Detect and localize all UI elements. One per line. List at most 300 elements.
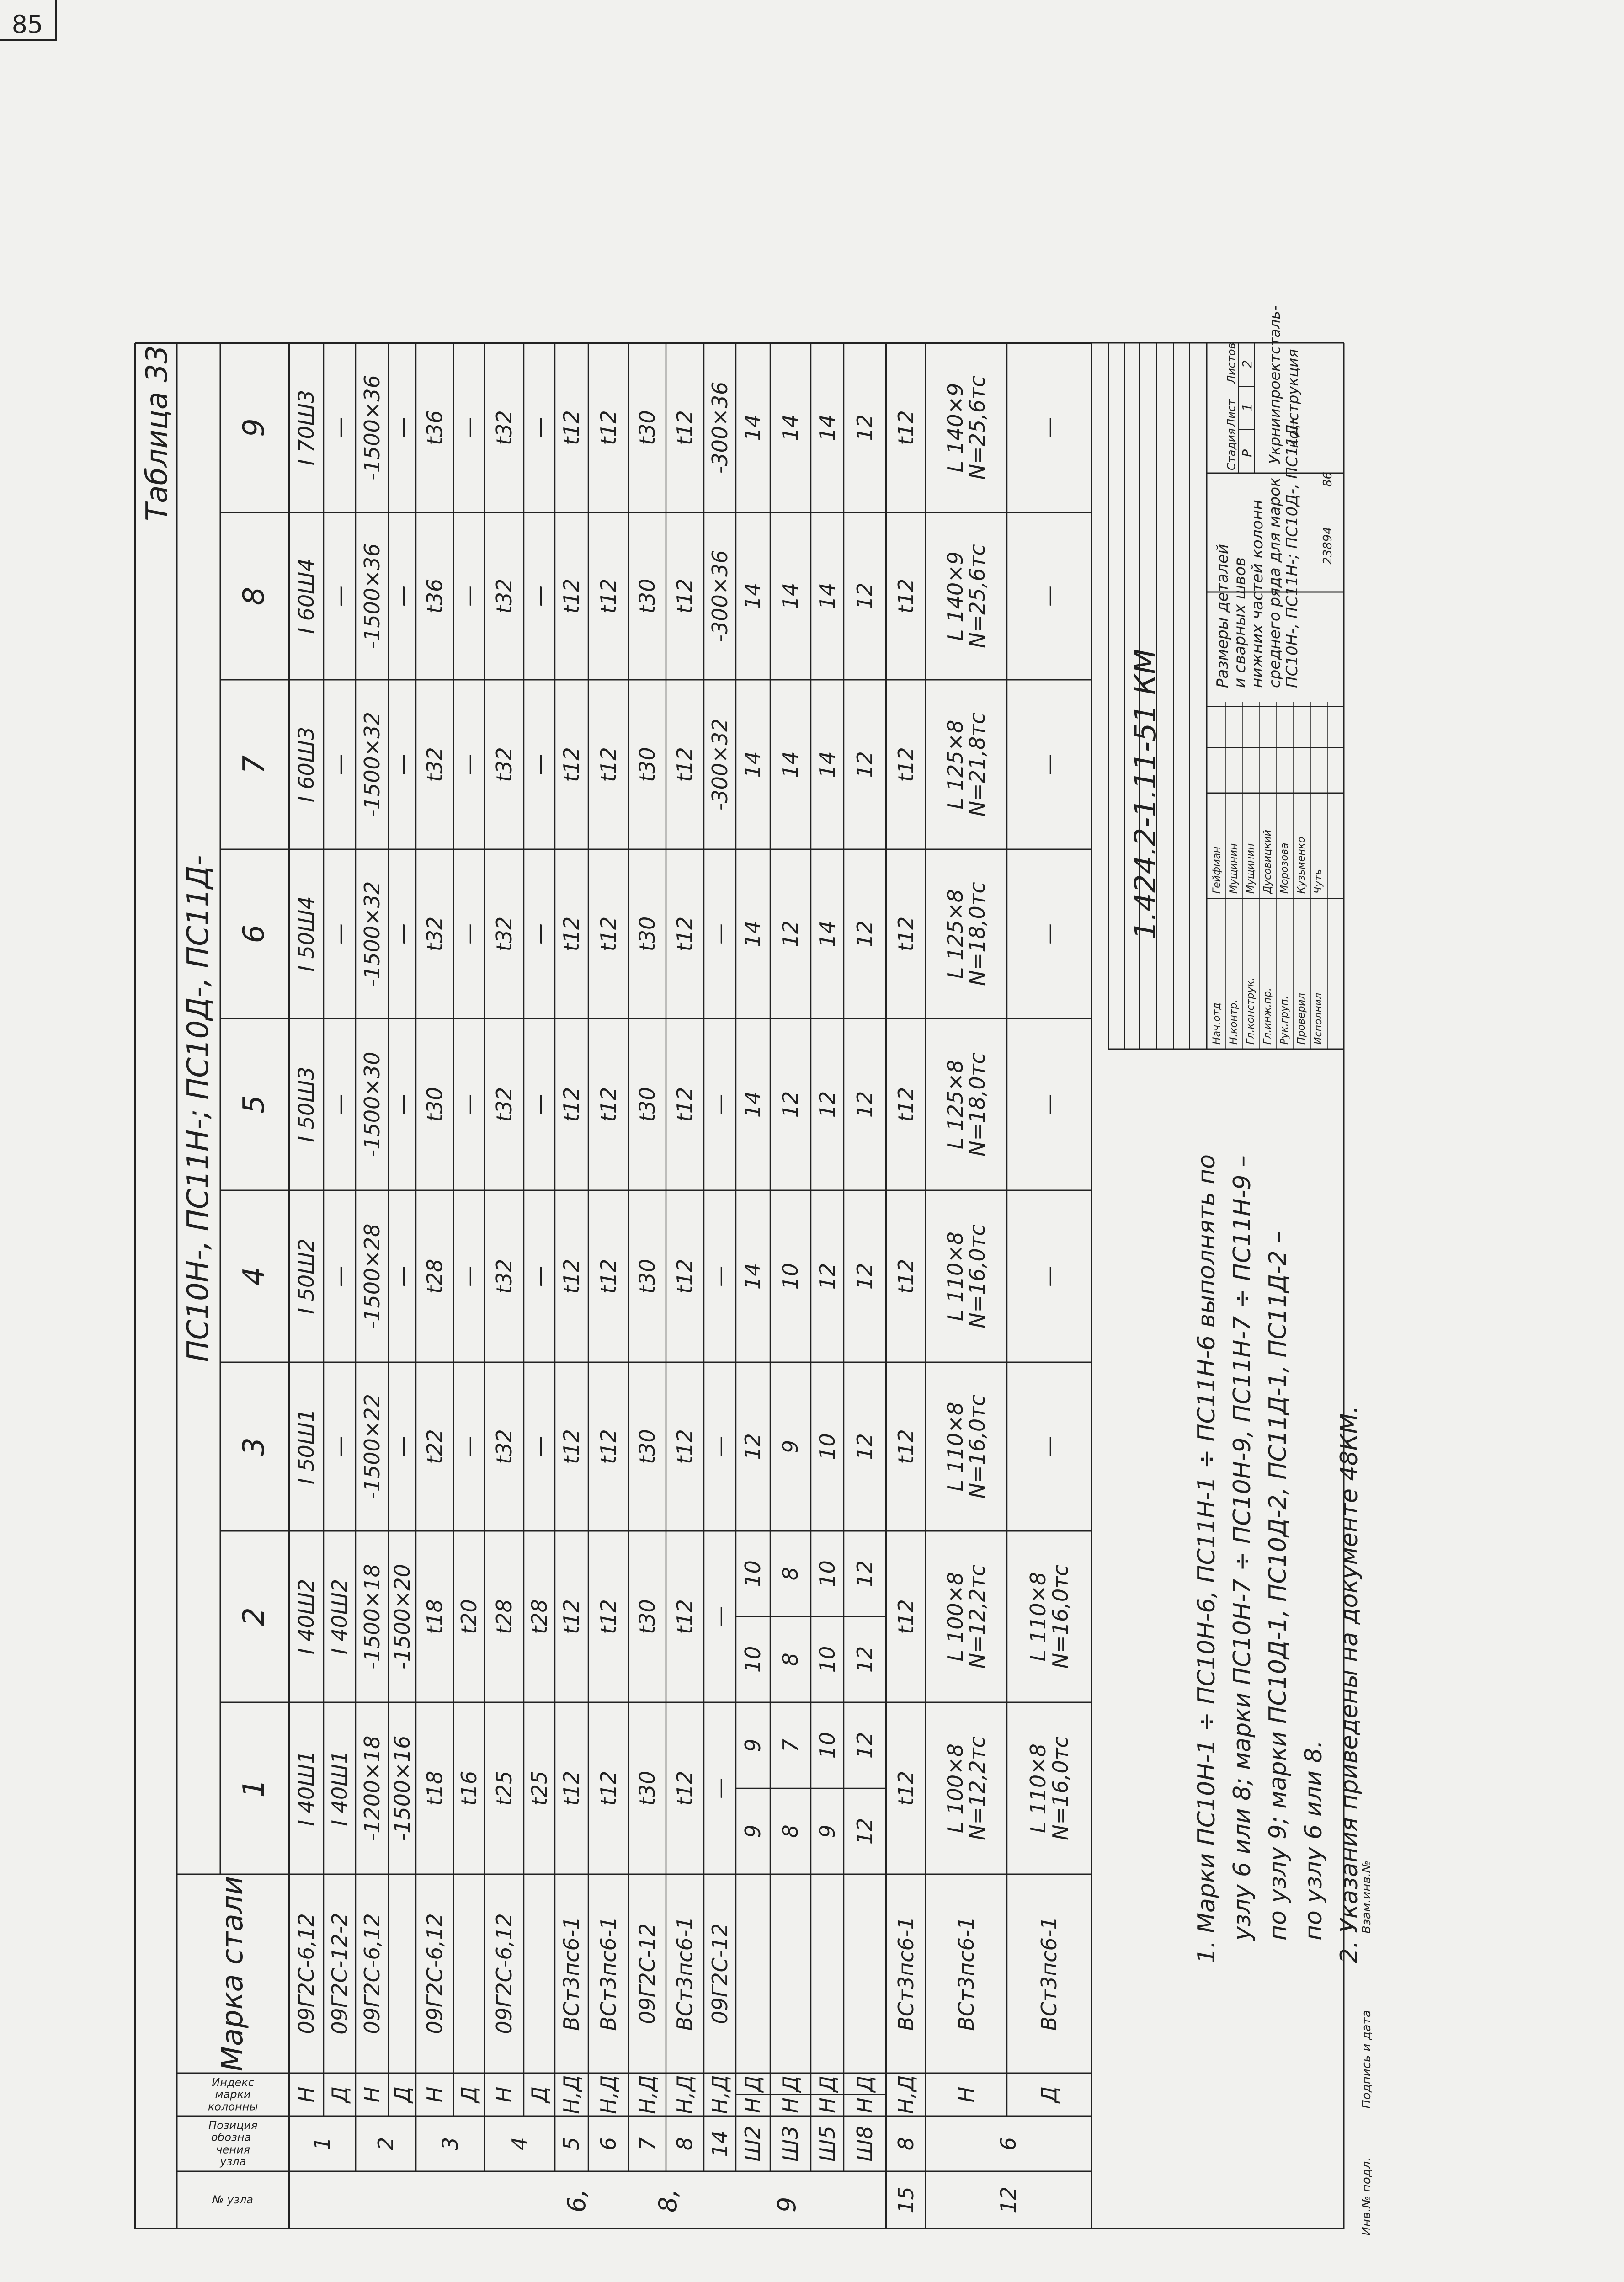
staff-role: Гл.инж.пр.: [1262, 987, 1273, 1045]
angle-profile: t12: [893, 1087, 918, 1122]
value-cell: t32: [491, 1258, 516, 1294]
value-cell: —: [456, 1436, 481, 1457]
stamp-description: и сварных швов: [1231, 557, 1249, 688]
value-cell: [1007, 1362, 1092, 1531]
value-cell: t12: [596, 1087, 621, 1122]
weld-index-cell: Д: [852, 2075, 878, 2092]
header-index-text: Индекс марки колонны: [208, 2076, 258, 2113]
steel-cell: ВСт3пс6-1: [672, 1916, 698, 2031]
axial-force: N=16,0тс: [965, 1224, 990, 1328]
staff-name: Гейфман: [1211, 846, 1223, 894]
steel-cell: 09Г2С-6,12: [491, 1913, 516, 2034]
value-cell: t12: [596, 1429, 621, 1464]
value-cell: I 60Ш4: [293, 558, 319, 634]
value-cell: [926, 512, 1007, 680]
value-cell: —: [527, 1436, 552, 1457]
steel-cell: 09Г2С-12: [634, 1923, 660, 2024]
angle-profile: L 100×8: [942, 1743, 968, 1833]
weld-value-cell: 12: [852, 582, 878, 610]
weld-value-cell: 12: [852, 1646, 878, 1673]
value-cell: —: [456, 1266, 481, 1287]
angle-profile: t12: [893, 916, 918, 952]
header-index: [177, 2073, 289, 2116]
angle-profile: L 100×8: [942, 1572, 968, 1662]
value-cell: t30: [634, 1429, 660, 1464]
value-cell: t12: [596, 578, 621, 614]
weld-value-cell: 14: [815, 920, 840, 948]
value-cell: t30: [634, 1599, 660, 1634]
weld-value-cell: 12: [852, 751, 878, 778]
value-cell: t25: [527, 1770, 552, 1806]
value-cell: —: [527, 417, 552, 438]
document-year: 86: [1321, 471, 1335, 487]
value-cell: I 70Ш3: [293, 389, 319, 466]
header-col-2: 2: [237, 1607, 272, 1626]
steel-cell: 09Г2С-6,12: [293, 1913, 319, 2034]
value-cell: —: [389, 923, 415, 944]
index-cell: Н,Д: [634, 2075, 660, 2114]
value-cell: -300×32: [707, 718, 732, 811]
angle-profile: t12: [893, 578, 918, 614]
header-node-text: № узла: [212, 2193, 254, 2207]
weld-position-cell: Ш2: [740, 2126, 766, 2162]
value-cell: t12: [559, 916, 584, 952]
angle-profile: L 125×8: [942, 720, 968, 810]
value-cell: t18: [422, 1599, 447, 1634]
weld-index-cell: Н: [852, 2097, 878, 2113]
weld-value-cell: 14: [778, 751, 803, 778]
value-cell: t30: [634, 1087, 660, 1122]
steel-cell: ВСт3пс6-1: [953, 1916, 979, 2031]
angle-profile: L 140×9: [942, 383, 968, 473]
staff-role: Рук.груп.: [1279, 996, 1290, 1045]
value-cell: t28: [491, 1599, 516, 1634]
angle-profile: t12: [893, 1770, 918, 1806]
value-cell: —: [389, 1266, 415, 1287]
node-group-label: 6,: [562, 2189, 591, 2213]
value-cell: t25: [491, 1770, 516, 1806]
sheets-value: 2: [1240, 360, 1255, 368]
angle-profile: —: [1037, 923, 1062, 944]
value-cell: -1200×18: [359, 1735, 384, 1841]
value-cell: -1500×36: [359, 375, 384, 480]
index-cell: Д: [327, 2086, 352, 2103]
position-cell: 6: [596, 2137, 621, 2151]
staff-role: Нач.отд: [1211, 1002, 1223, 1045]
value-cell: [886, 680, 926, 849]
value-cell: -1500×16: [389, 1735, 415, 1841]
value-cell: t12: [672, 916, 698, 952]
value-cell: t12: [596, 1770, 621, 1806]
angle-profile: t12: [893, 747, 918, 782]
staff-role: Н.контр.: [1228, 999, 1240, 1045]
node-group-label: 8,: [654, 2189, 682, 2213]
weld-value-cell: 12: [852, 1091, 878, 1118]
value-cell: —: [527, 1094, 552, 1115]
value-cell: [886, 1018, 926, 1190]
value-cell: t12: [672, 1429, 698, 1464]
value-cell: t32: [491, 1087, 516, 1122]
value-cell: t12: [559, 1429, 584, 1464]
value-cell: t30: [634, 1770, 660, 1806]
value-cell: —: [389, 754, 415, 775]
angle-profile: t12: [893, 1258, 918, 1294]
value-cell: I 40Ш2: [327, 1578, 352, 1655]
sheet: [114, 27, 1534, 2256]
value-cell: —: [389, 586, 415, 607]
value-cell: -1500×32: [359, 881, 384, 987]
value-cell: [886, 512, 926, 680]
value-cell: —: [527, 754, 552, 775]
value-cell: —: [389, 1436, 415, 1457]
value-cell: t32: [491, 410, 516, 445]
value-cell: —: [327, 1266, 352, 1287]
value-cell: [926, 1018, 1007, 1190]
value-cell: —: [327, 1436, 352, 1457]
header-position: [177, 2116, 289, 2171]
margin-label: Инв.№ подл.: [1360, 2157, 1374, 2236]
value-cell: —: [707, 1266, 732, 1287]
value-cell: t12: [672, 1258, 698, 1294]
axial-force: N=16,0тс: [965, 1394, 990, 1499]
header-col-9: 9: [237, 418, 272, 437]
value-cell: t12: [672, 1599, 698, 1634]
index-cell: Н: [359, 2086, 384, 2103]
staff-name: Кузьменко: [1296, 837, 1307, 894]
value-cell: [886, 343, 926, 512]
value-cell: t30: [634, 1258, 660, 1294]
value-cell: [1007, 1018, 1092, 1190]
weld-value-cell: 8: [778, 1824, 803, 1838]
stage-value: Р: [1240, 449, 1255, 457]
staff-role: Проверил: [1296, 993, 1307, 1045]
note-line: по узлу 6 или 8.: [1300, 1740, 1327, 1941]
value-cell: t30: [634, 410, 660, 445]
value-cell: t12: [672, 747, 698, 782]
position-cell: 3: [437, 2137, 463, 2151]
angle-profile: —: [1037, 586, 1062, 607]
angle-profile: —: [1037, 1436, 1062, 1457]
weld-value-cell: 14: [815, 414, 840, 441]
weld-value-cell: 8: [778, 1567, 803, 1581]
document-number: 23894: [1321, 527, 1335, 565]
weld-value-cell: 12: [852, 414, 878, 441]
value-cell: [886, 1702, 926, 1874]
value-cell: [1007, 1531, 1092, 1702]
weld-value-cell: 10: [815, 1433, 840, 1460]
stamp-description: среднего ряда для марок: [1266, 477, 1284, 688]
value-cell: I 40Ш1: [327, 1750, 352, 1826]
value-cell: t22: [422, 1429, 447, 1464]
value-cell: [1007, 849, 1092, 1018]
columns-group-title: ПС10Н-, ПС11Н-; ПС10Д-, ПС11Д-: [181, 855, 215, 1362]
value-cell: t36: [422, 410, 447, 445]
value-cell: I 50Ш1: [293, 1408, 319, 1485]
value-cell: t12: [559, 1599, 584, 1634]
value-cell: t12: [596, 916, 621, 952]
header-col-1: 1: [237, 1779, 272, 1798]
value-cell: t30: [422, 1087, 447, 1122]
value-cell: [926, 680, 1007, 849]
weld-value-cell: 12: [852, 920, 878, 948]
note-line: узлу 6 или 8; марки ПС10Н-7 ÷ ПС10Н-9, ПС11Н-7 ÷ ПС11Н-9 –: [1229, 1155, 1256, 1941]
value-cell: t32: [422, 916, 447, 952]
weld-index-cell: Н: [815, 2097, 840, 2113]
weld-value-cell: 10: [815, 1732, 840, 1759]
angle-profile: —: [1037, 1266, 1062, 1287]
angle-profile: —: [1037, 417, 1062, 438]
value-cell: t12: [596, 747, 621, 782]
position-cell: 4: [507, 2137, 532, 2151]
value-cell: [886, 1531, 926, 1702]
value-cell: [886, 849, 926, 1018]
angle-profile: t12: [893, 1429, 918, 1464]
stage-label: Стадия: [1225, 428, 1238, 470]
value-cell: -1500×32: [359, 712, 384, 817]
value-cell: -300×36: [707, 550, 732, 642]
header-position-text: Позиция обозна-чения узла: [208, 2119, 258, 2168]
axial-force: N=18,0тс: [965, 1052, 990, 1157]
weld-value-cell: 12: [852, 1263, 878, 1290]
value-cell: t12: [559, 1770, 584, 1806]
value-cell: t36: [422, 578, 447, 614]
weld-index-cell: Д: [740, 2075, 766, 2092]
weld-value-cell: 9: [778, 1440, 803, 1454]
angle-profile: L 110×8: [942, 1232, 968, 1321]
weld-position-cell: Ш5: [815, 2126, 840, 2162]
header-col-5: 5: [237, 1095, 272, 1114]
angle-profile: L 125×8: [942, 1060, 968, 1149]
index-cell: Н,Д: [672, 2075, 698, 2114]
index-cell: Н: [491, 2086, 516, 2103]
sheet-number: 85: [0, 0, 57, 41]
weld-value-cell: 12: [852, 1433, 878, 1460]
position-cell: 1: [309, 2137, 335, 2151]
value-cell: -1500×22: [359, 1394, 384, 1499]
index-cell: Д: [456, 2086, 481, 2103]
index-cell: Н,Д: [596, 2075, 621, 2114]
index-cell: Н: [953, 2086, 979, 2103]
note-line: 2. Указания приведены на документе 48КМ.: [1336, 1405, 1363, 1963]
angle-profile: —: [1037, 754, 1062, 775]
value-cell: —: [456, 1094, 481, 1115]
header-col-6: 6: [237, 924, 272, 944]
value-cell: [926, 1190, 1007, 1362]
value-cell: —: [707, 1094, 732, 1115]
angle-profile: L 140×9: [942, 551, 968, 641]
weld-index-cell: Н: [740, 2097, 766, 2113]
index-cell: Д: [1037, 2086, 1062, 2103]
value-cell: —: [527, 586, 552, 607]
value-cell: I 50Ш4: [293, 896, 319, 972]
weld-value-cell: 10: [740, 1560, 766, 1587]
margin-label: Взам.инв.№: [1360, 1861, 1374, 1934]
position-cell: 7: [634, 2137, 660, 2151]
sheets-label: Листов: [1225, 342, 1238, 384]
value-cell: —: [456, 417, 481, 438]
header-steel: Марка стали: [215, 1876, 250, 2072]
value-cell: [926, 1702, 1007, 1874]
index-cell: Н,Д: [559, 2075, 584, 2114]
value-cell: I 40Ш1: [293, 1750, 319, 1826]
angle-profile: t12: [893, 410, 918, 445]
value-cell: —: [456, 586, 481, 607]
value-cell: —: [389, 417, 415, 438]
weld-position-cell: Ш8: [852, 2126, 878, 2162]
weld-value-cell: 12: [778, 1091, 803, 1118]
weld-value-cell: 9: [815, 1824, 840, 1838]
value-cell: [1007, 512, 1092, 680]
weld-value-cell: 12: [815, 1263, 840, 1290]
value-cell: t12: [596, 410, 621, 445]
value-cell: [1007, 343, 1092, 512]
value-cell: —: [389, 1094, 415, 1115]
axial-force: N=18,0тс: [965, 882, 990, 986]
weld-value-cell: 14: [740, 751, 766, 778]
value-cell: t32: [491, 1429, 516, 1464]
angle-profile: L 125×8: [942, 889, 968, 979]
steel-cell: ВСт3пс6-1: [893, 1916, 918, 2031]
value-cell: t28: [422, 1258, 447, 1294]
value-cell: -300×36: [707, 381, 732, 474]
angle-profile: t12: [893, 1599, 918, 1634]
value-cell: —: [707, 923, 732, 944]
angle-profile: —: [1037, 1094, 1062, 1115]
value-cell: —: [456, 754, 481, 775]
staff-name: Мущинин: [1245, 843, 1257, 894]
value-cell: I 50Ш3: [293, 1066, 319, 1142]
note-line: 1. Марки ПС10Н-1 ÷ ПС10Н-6, ПС11Н-1 ÷ ПС11Н-6 выполнять по: [1193, 1154, 1220, 1963]
angle-profile: L 110×8: [1026, 1743, 1051, 1833]
margin-label: Подпись и дата: [1360, 2010, 1374, 2109]
axial-force: N=21,8тс: [965, 712, 990, 817]
value-cell: t32: [491, 578, 516, 614]
value-cell: [926, 1362, 1007, 1531]
weld-value-cell: 12: [852, 1560, 878, 1587]
value-cell: —: [327, 586, 352, 607]
value-cell: t32: [422, 747, 447, 782]
header-col-7: 7: [237, 755, 272, 774]
value-cell: —: [327, 1094, 352, 1115]
index-cell: Н,Д: [893, 2075, 918, 2114]
value-cell: [926, 1531, 1007, 1702]
value-cell: I 50Ш2: [293, 1238, 319, 1314]
position-cell: 6: [996, 2137, 1021, 2151]
weld-value-cell: 14: [740, 582, 766, 610]
weld-value-cell: 10: [778, 1263, 803, 1290]
value-cell: t12: [559, 1087, 584, 1122]
axial-force: N=12,2тс: [965, 1736, 990, 1840]
index-cell: Д: [389, 2086, 415, 2103]
weld-index-cell: Д: [778, 2075, 803, 2092]
weld-value-cell: 12: [852, 1818, 878, 1845]
document-code: 1.424.2-1.11-51 КМ: [1129, 649, 1163, 939]
steel-cell: 09Г2С-6,12: [422, 1913, 447, 2034]
node-group-label: 9: [772, 2197, 801, 2213]
staff-role: Гл.конструк.: [1245, 977, 1257, 1045]
steel-cell: ВСт3пс6-1: [596, 1916, 621, 2031]
value-cell: -1500×20: [389, 1564, 415, 1669]
axial-force: N=25,6тс: [965, 544, 990, 648]
value-cell: t12: [559, 410, 584, 445]
weld-value-cell: 14: [778, 582, 803, 610]
staff-name: Чуть: [1313, 869, 1324, 894]
value-cell: t12: [559, 1258, 584, 1294]
value-cell: t16: [456, 1770, 481, 1806]
axial-force: N=16,0тс: [1048, 1564, 1073, 1669]
value-cell: t12: [672, 1087, 698, 1122]
staff-name: Дусовицкий: [1262, 830, 1273, 894]
value-cell: t32: [491, 916, 516, 952]
header-col-8: 8: [237, 586, 272, 606]
steel-cell: 09Г2С-6,12: [359, 1913, 384, 2034]
organization: конструкция: [1284, 349, 1302, 448]
index-cell: Д: [527, 2086, 552, 2103]
value-cell: I 60Ш3: [293, 726, 319, 803]
value-cell: [886, 1190, 926, 1362]
steel-cell: ВСт3пс6-1: [559, 1916, 584, 2031]
staff-name: Морозова: [1279, 842, 1290, 894]
value-cell: t28: [527, 1599, 552, 1634]
value-cell: —: [527, 1266, 552, 1287]
value-cell: —: [327, 754, 352, 775]
value-cell: —: [707, 1778, 732, 1799]
steel-cell: 09Г2С-12-2: [327, 1913, 352, 2035]
staff-role: Исполнил: [1313, 992, 1324, 1045]
value-cell: —: [327, 417, 352, 438]
weld-value-cell: 14: [815, 582, 840, 610]
header-col-4: 4: [237, 1267, 272, 1286]
value-cell: t18: [422, 1770, 447, 1806]
position-cell: 5: [559, 2137, 584, 2151]
node-cell: 15: [893, 2186, 918, 2213]
position-cell: 2: [373, 2137, 398, 2151]
weld-value-cell: 8: [778, 1653, 803, 1666]
sheet-label: Лист: [1225, 399, 1238, 427]
weld-value-cell: 10: [740, 1646, 766, 1673]
weld-value-cell: 9: [740, 1738, 766, 1752]
angle-profile: L 110×8: [1026, 1572, 1051, 1662]
weld-value-cell: 12: [740, 1433, 766, 1460]
value-cell: t30: [634, 916, 660, 952]
axial-force: N=12,2тс: [965, 1564, 990, 1669]
weld-value-cell: 10: [815, 1560, 840, 1587]
value-cell: t12: [672, 410, 698, 445]
value-cell: -1500×30: [359, 1051, 384, 1157]
weld-value-cell: 9: [740, 1824, 766, 1838]
axial-force: N=25,6тс: [965, 375, 990, 480]
position-cell: 14: [707, 2130, 732, 2157]
value-cell: t12: [559, 578, 584, 614]
value-cell: -1500×36: [359, 543, 384, 649]
value-cell: —: [456, 923, 481, 944]
weld-index-cell: Н: [778, 2097, 803, 2113]
value-cell: t12: [672, 1770, 698, 1806]
weld-value-cell: 14: [740, 1091, 766, 1118]
node-cell: 12: [996, 2186, 1021, 2213]
header-node: [177, 2171, 289, 2229]
table-title: Таблица 33: [140, 345, 175, 521]
value-cell: —: [707, 1436, 732, 1457]
organization: Укрниипроектсталь-: [1266, 305, 1283, 464]
angle-profile: L 110×8: [942, 1402, 968, 1492]
value-cell: [886, 1362, 926, 1531]
weld-value-cell: 14: [778, 414, 803, 441]
weld-position-cell: Ш3: [778, 2126, 803, 2162]
sheet-value: 1: [1240, 403, 1255, 411]
value-cell: [926, 849, 1007, 1018]
stamp-description: ПС10Н-, ПС11Н-; ПС10Д-, ПС11Д-: [1283, 418, 1301, 688]
